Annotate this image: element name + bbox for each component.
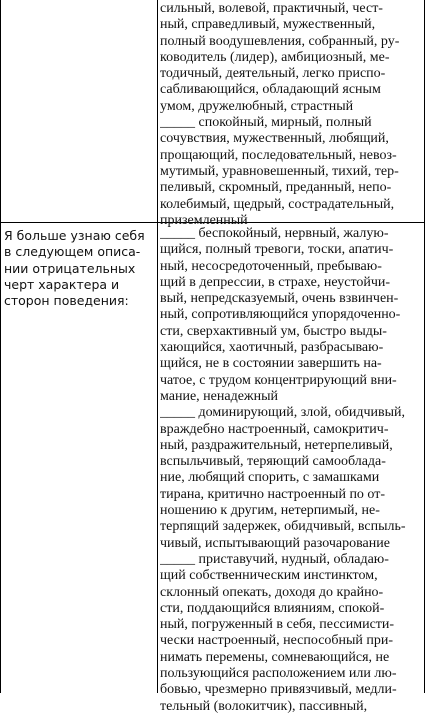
trait-line: сочувствия, мужественный, любящий,	[160, 131, 389, 147]
trait-line: ношению к другим, нетерпимый, не-	[160, 503, 380, 519]
trait-line: ный, справедливый, мужественный,	[160, 17, 376, 33]
trait-line: бовью, чрезмерно привязчивый, медли-	[160, 682, 397, 698]
prompt-line: в следующем описа-	[4, 244, 141, 260]
negative-traits-block	[160, 226, 422, 715]
trait-line: чески настроенный, неспособный при-	[160, 633, 394, 649]
prompt-line: черт характера и	[4, 276, 120, 292]
prompt-line: Я больше узнаю себя	[4, 228, 145, 243]
prompt-line: нии отрицательных	[4, 260, 136, 276]
trait-line: ный, несосредоточенный, пребываю-	[160, 258, 382, 274]
trait-line: тодичный, деятельный, легко приспо-	[160, 66, 386, 82]
trait-line: враждебно настроенный, самокритич-	[160, 421, 389, 437]
positive-traits-block	[160, 1, 422, 229]
trait-line: _____ приставучий, нудный, обладаю-	[160, 551, 389, 567]
trait-line: вспыльчивый, теряющий самооблада-	[160, 454, 386, 470]
trait-line: мутимый, уравновешенный, тихий, тер-	[160, 163, 399, 179]
trait-line: сти, сверхактивный ум, быстро выды-	[160, 323, 387, 339]
trait-line: сабливающийся, обладающий ясным	[160, 82, 381, 98]
trait-line: сильный, волевой, практичный, чест-	[160, 1, 383, 16]
trait-line: ный, погруженный в себя, пессимисти-	[160, 617, 395, 633]
trait-line: прощающий, последовательный, невоз-	[160, 147, 397, 163]
trait-line: сти, поддающийся влияниям, спокой-	[160, 600, 385, 616]
trait-line: умом, дружелюбный, страстный	[160, 98, 354, 114]
trait-line: _____ спокойный, мирный, полный	[160, 115, 372, 131]
trait-line: пеливый, скромный, преданный, непо-	[160, 180, 392, 196]
prompt-line: сторон поведения:	[4, 293, 129, 309]
trait-line: тирана, критично настроенный по от-	[160, 486, 386, 502]
trait-line: ководитель (лидер), амбициозный, ме-	[160, 49, 390, 65]
trait-line: ние, любящий спорить, с замашками	[160, 470, 380, 486]
trait-line: мание, ненадежный	[160, 388, 278, 404]
trait-line: щийся, полный тревоги, тоски, апатич-	[160, 242, 394, 258]
left-cell-prompt	[4, 228, 154, 309]
trait-line: _____ доминирующий, злой, обидчивый,	[160, 405, 406, 421]
trait-line: хающийся, хаотичный, разбрасываю-	[160, 340, 384, 356]
trait-line: склонный опекать, доходя до крайно-	[160, 584, 384, 600]
trait-line: тельный (волокитчик), пассивный,	[160, 698, 368, 714]
trait-line: ный, раздражительный, нетерпеливый,	[160, 437, 393, 453]
trait-line: щий в депрессии, в страхе, неустойчи-	[160, 274, 391, 290]
trait-line: вый, непредсказуемый, очень взвинчен-	[160, 291, 399, 307]
trait-line: нимать перемены, сомневающийся, не	[160, 649, 390, 665]
trait-line: _____ беспокойный, нервный, жалую-	[160, 226, 389, 241]
trait-line: чатое, с трудом концентрирующий вни-	[160, 372, 397, 388]
trait-line: чивый, испытывающий разочарование	[160, 535, 390, 551]
trait-line: щий собственническим инстинктом,	[160, 568, 378, 584]
trait-line: терпящий задержек, обидчивый, вспыль-	[160, 519, 406, 535]
trait-line: колебимый, щедрый, сострадательный,	[160, 196, 395, 212]
column-divider	[157, 0, 158, 693]
trait-line: приземленный	[160, 212, 248, 228]
trait-line: щийся, не в состоянии завершить на-	[160, 356, 382, 372]
trait-line: полный воодушевления, собранный, ру-	[160, 33, 400, 49]
trait-line: пользующийся расположением или лю-	[160, 666, 397, 682]
trait-line: ный, сопротивляющийся упорядоченно-	[160, 307, 401, 323]
